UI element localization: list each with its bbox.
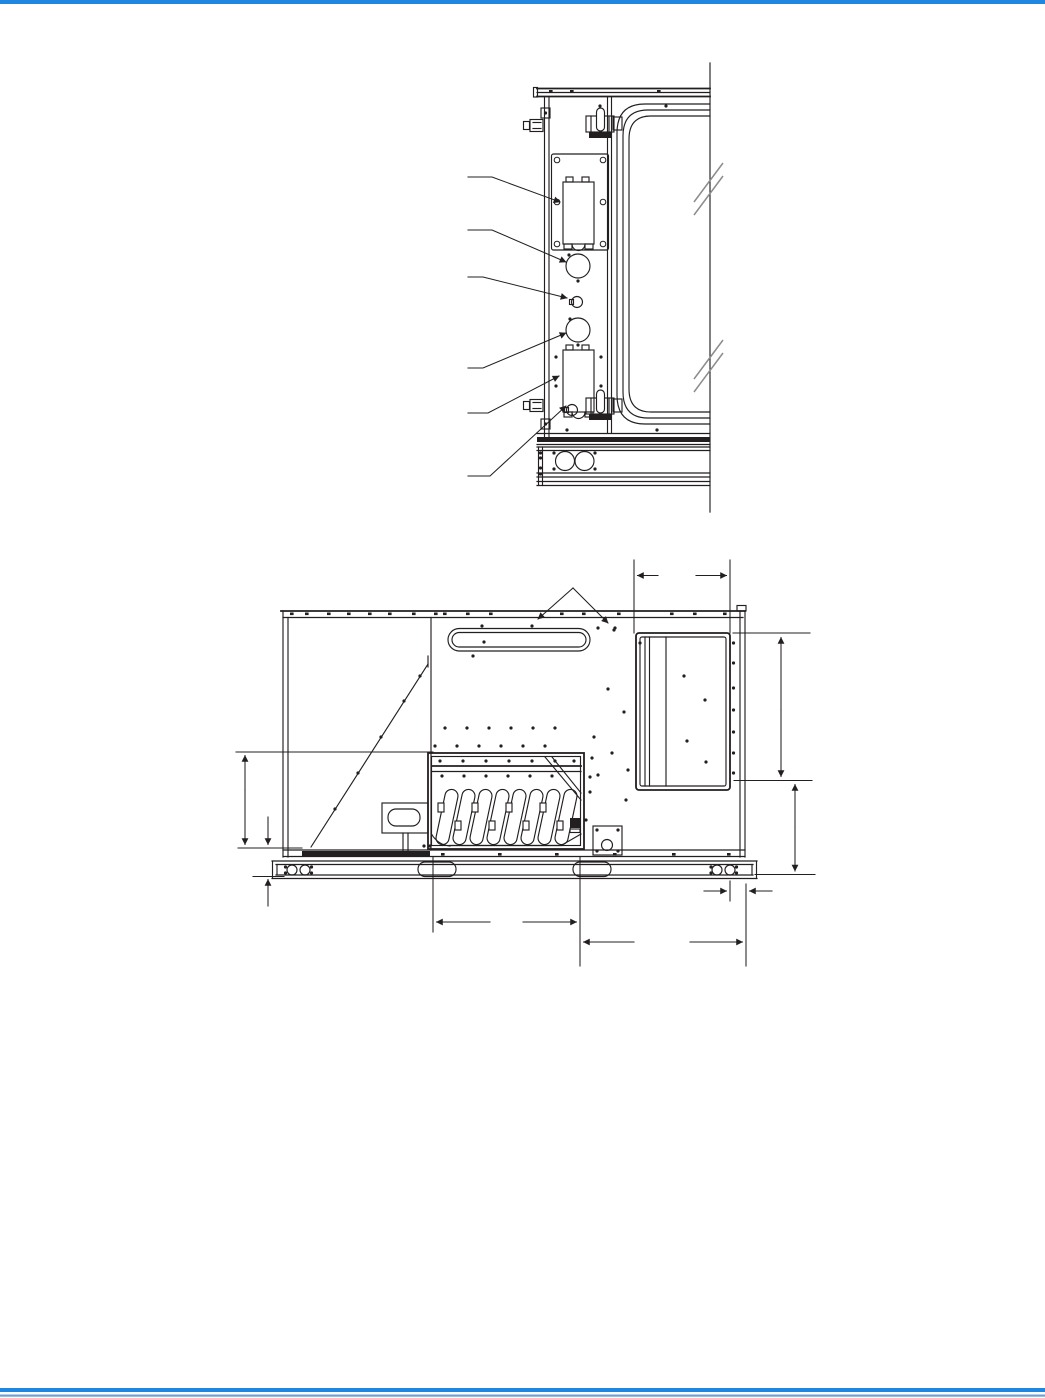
panel-screws (422, 624, 641, 847)
callout-round-knockout-lower (468, 333, 566, 368)
figure-corner-detail (468, 63, 723, 512)
sensor-block (570, 818, 580, 828)
control-box (563, 177, 594, 251)
rail-hole (725, 865, 735, 875)
top-rail (534, 88, 711, 108)
round-knockout-lower (566, 317, 590, 346)
door-latch-bottom (586, 390, 614, 420)
heat-exchanger-opening (428, 753, 584, 849)
top-band-screws (290, 613, 727, 616)
callout-small-knockout (468, 277, 567, 298)
top-rule (0, 0, 1045, 4)
heat-exchanger-tubes (435, 788, 578, 845)
callout-leaders (468, 177, 567, 476)
callout-top-screws (530, 588, 616, 630)
vent-louver (448, 629, 590, 652)
side-connector-lower (524, 400, 544, 412)
condenser-side-screws (732, 641, 735, 774)
lifting-hole (556, 452, 575, 471)
callout-junction-box (468, 376, 559, 413)
lifting-hole (575, 452, 594, 471)
bottom-rule-primary (0, 1388, 1045, 1392)
bottom-rule-secondary (0, 1395, 1045, 1397)
door-latch-top (586, 108, 614, 138)
cabinet-bottom-edge (537, 428, 710, 444)
rail-hole (300, 865, 310, 875)
rail-hole (712, 865, 722, 875)
combustion-air-hood (382, 803, 428, 851)
base-rail (272, 861, 757, 879)
base-rail (537, 447, 710, 486)
gas-connection-box (593, 826, 622, 855)
side-connector-upper (524, 120, 544, 132)
callout-control-box-cover (468, 177, 560, 202)
condenser-coil-section (636, 633, 735, 790)
door-jamb (608, 97, 612, 433)
junction-box (554, 345, 602, 419)
rail-hole (287, 865, 297, 875)
dimension-lines (236, 560, 815, 966)
round-knockout-upper (566, 253, 590, 282)
cabinet-outline (281, 606, 746, 858)
break-marks (694, 163, 723, 392)
cabinet-left-wall (524, 97, 551, 437)
figure-side-view (236, 560, 815, 966)
small-knockout (570, 297, 583, 308)
